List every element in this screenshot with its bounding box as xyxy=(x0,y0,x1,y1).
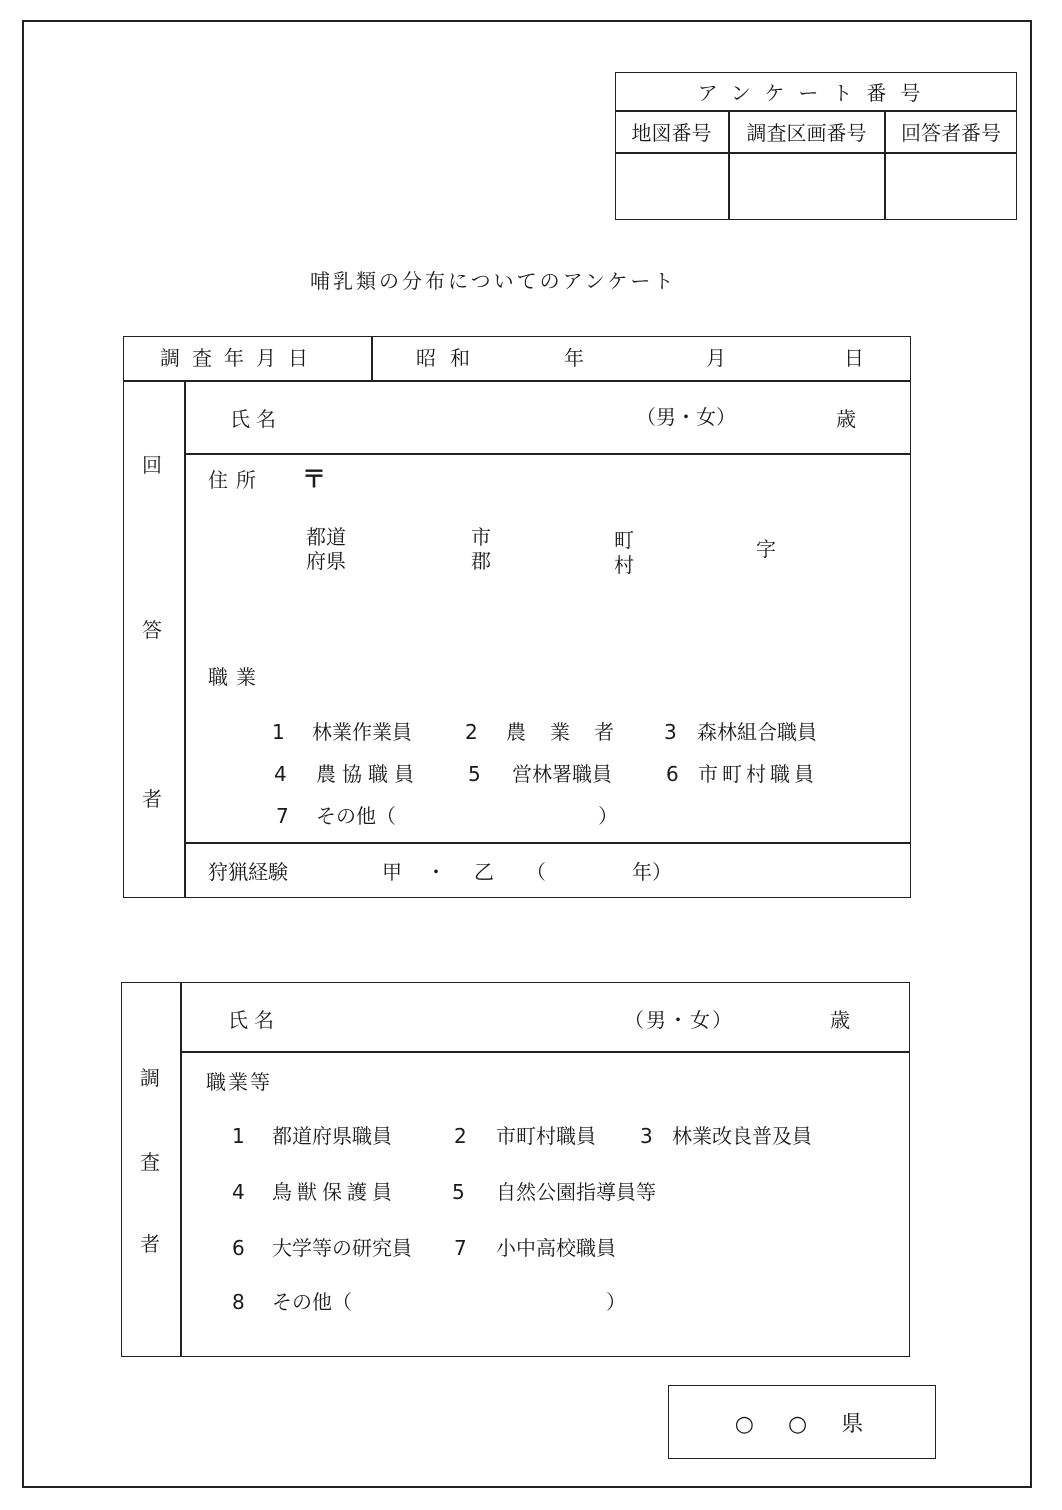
surveyor-gender: （男・女） xyxy=(624,1008,734,1032)
surveyor-occupation-other-field[interactable] xyxy=(362,1286,602,1316)
respondent-side-char-1: 回 xyxy=(142,453,162,477)
city-bottom: 郡 xyxy=(471,549,491,573)
respondent-number-header: 回答者番号 xyxy=(901,120,1001,145)
form-title: 哺乳類の分布についてのアンケート xyxy=(310,269,677,293)
survey-block-number-field[interactable] xyxy=(731,154,883,218)
surveyor-age-label: 歳 xyxy=(830,1008,850,1032)
prefecture-name: ○ ○ 県 xyxy=(734,1411,870,1437)
surveyor-occupation-num: 4 xyxy=(232,1180,245,1204)
occupation-option: 森林組合職員 xyxy=(697,720,817,744)
respondent-side-char-2: 答 xyxy=(142,618,162,642)
map-number-field[interactable] xyxy=(617,154,727,218)
surveyor-occupation-option: 都道府県職員 xyxy=(272,1124,392,1148)
surveyor-occupation-option: 林業改良普及員 xyxy=(672,1124,812,1148)
day-label: 日 xyxy=(844,346,864,370)
occupation-label: 職業 xyxy=(208,665,264,689)
hunting-open-paren: （ xyxy=(526,860,546,884)
era-label: 昭和 xyxy=(416,346,484,370)
occupation-num: 7 xyxy=(276,804,289,828)
hunting-experience-label: 狩猟経験 xyxy=(208,860,288,884)
surveyor-occupation-close-paren: ） xyxy=(606,1290,626,1314)
surveyor-occupation-label: 職業等 xyxy=(206,1070,272,1094)
surveyor-occupation-option: 自然公園指導員等 xyxy=(496,1180,656,1204)
occupation-num: 1 xyxy=(272,720,285,744)
aza-label: 字 xyxy=(756,537,776,561)
respondent-number-field[interactable] xyxy=(887,154,1015,218)
surveyor-name-label: 氏名 xyxy=(228,1008,280,1032)
respondent-name-label: 氏名 xyxy=(230,407,282,431)
year-label: 年 xyxy=(564,346,584,370)
occupation-other-field[interactable] xyxy=(405,800,597,830)
occupation-num: 2 xyxy=(465,720,478,744)
surveyor-occupation-num: 7 xyxy=(454,1236,467,1260)
surveyor-occupation-num: 3 xyxy=(640,1124,653,1148)
occupation-num: 4 xyxy=(274,762,287,786)
surveyor-side-char-1: 調 xyxy=(140,1066,160,1090)
hunting-years-field[interactable] xyxy=(552,856,626,886)
occupation-num: 6 xyxy=(666,762,679,786)
respondent-gender: （男・女） xyxy=(636,405,736,429)
prefecture-bottom: 府県 xyxy=(306,549,346,573)
month-label: 月 xyxy=(706,346,726,370)
surveyor-side-char-2: 査 xyxy=(140,1150,160,1174)
surveyor-occupation-option: 市町村職員 xyxy=(496,1124,596,1148)
hunting-license-kou[interactable]: 甲 xyxy=(382,860,402,884)
surveyor-side-char-3: 者 xyxy=(140,1232,160,1256)
occupation-option: その他（ xyxy=(316,804,396,828)
occupation-option: 市町村職員 xyxy=(698,762,818,786)
town-top: 町 xyxy=(614,528,634,552)
surveyor-occupation-num: 5 xyxy=(452,1180,465,1204)
surveyor-occupation-num: 2 xyxy=(454,1124,467,1148)
surveyor-occupation-num: 8 xyxy=(232,1290,245,1314)
survey-block-number-header: 調査区画番号 xyxy=(746,120,867,145)
occupation-option: 農協職員 xyxy=(316,762,420,786)
surveyor-occupation-option: 鳥獣保護員 xyxy=(272,1180,397,1204)
occupation-num: 3 xyxy=(664,720,677,744)
surveyor-occupation-num: 6 xyxy=(232,1236,245,1260)
hunting-years-label: 年） xyxy=(632,860,672,884)
hunting-separator: ・ xyxy=(426,860,446,884)
town-bottom: 村 xyxy=(614,553,634,577)
city-top: 市 xyxy=(471,525,491,549)
occupation-option: 林業作業員 xyxy=(312,720,412,744)
prefecture-top: 都道 xyxy=(306,525,346,549)
survey-date-label: 調査年月日 xyxy=(160,346,320,370)
respondent-side-char-3: 者 xyxy=(142,787,162,811)
postal-mark: 〒 xyxy=(302,465,326,493)
surveyor-occupation-num: 1 xyxy=(232,1124,245,1148)
survey-number-title: アンケート番号 xyxy=(697,80,935,105)
surveyor-occupation-option: 大学等の研究員 xyxy=(272,1236,412,1260)
map-number-header: 地図番号 xyxy=(631,120,712,145)
address-label: 住所 xyxy=(208,468,264,492)
occupation-option: 営林署職員 xyxy=(512,762,612,786)
hunting-license-otsu[interactable]: 乙 xyxy=(474,860,494,884)
respondent-age-label: 歳 xyxy=(836,407,856,431)
occupation-option: 農 業 者 xyxy=(506,720,616,744)
occupation-num: 5 xyxy=(468,762,481,786)
surveyor-occupation-option: 小中高校職員 xyxy=(496,1236,616,1260)
surveyor-occupation-option: その他（ xyxy=(272,1290,352,1314)
occupation-close-paren: ） xyxy=(598,804,618,828)
